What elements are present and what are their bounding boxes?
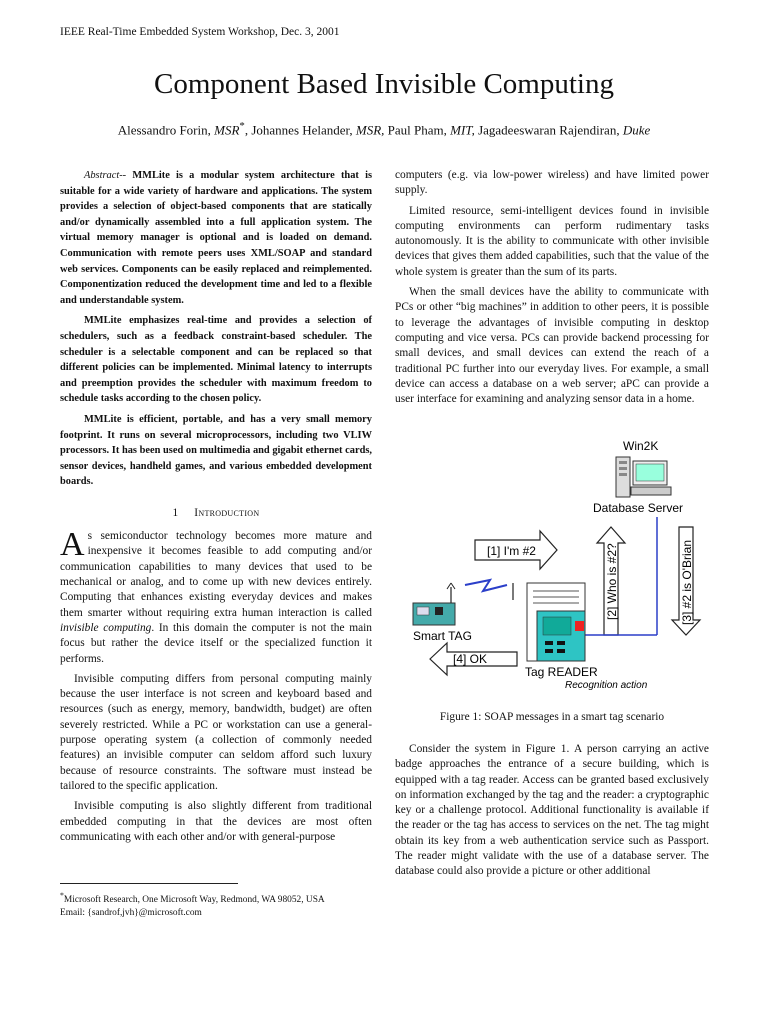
author-affiliation: MSR: [214, 122, 240, 138]
smart-tag-device: [413, 583, 455, 625]
message-arrow-1: [475, 531, 557, 569]
intro-paragraph: Invisible computing is also slightly different from traditional embedded computing in that the devices are most often communicating with each other and/or with general-purpose: [60, 800, 372, 843]
author-name: Alessandro Forin,: [117, 122, 211, 138]
footnote: [60, 889, 380, 920]
figure-soap-diagram: [395, 435, 709, 700]
recognition-action-label: Recognition action: [565, 680, 648, 691]
author-affiliation: MIT,: [450, 122, 475, 138]
message-1-label: [1] I'm #2: [487, 544, 536, 558]
body-paragraph: Limited resource, semi-intelligent devices found in invisible computing environments can perform rudimentary tasks autonomously. It is the ability to communicate with other invisible devices that gives them added capabilities, such that the value of the whole system is greater than the sum of its parts.: [395, 204, 709, 278]
running-header: IEEE Real-Time Embedded System Workshop, Dec. 3, 2001: [60, 26, 340, 38]
message-3-label: [3] #2 is O'Brian: [680, 540, 694, 625]
author-name: Jagadeeswaran Rajendiran,: [478, 122, 620, 138]
message-2-label: [2] Who is #2?: [605, 543, 619, 620]
section-number: 1: [172, 506, 179, 519]
intro-text: s semiconductor technology becomes more mature and inexpensive it becomes feasible to add computing and/or communication capabilities to many devices that used to be mechanical or analog, and to come up with new devices entirely. Computing that enhances existing everyday devices and makes them smarter without requiring extra human interaction is called: [60, 530, 372, 619]
footnote-divider: [60, 883, 238, 884]
body-paragraph: computers (e.g. via low-power wireless) and have limited power supply.: [395, 169, 709, 197]
body-paragraph: When the small devices have the ability to communicate with PCs or other “big machines” in addition to other peers, it is possible to leverage the advantages of invisible computing in desktop computing and vice versa. PCs can provide backend processing for small devices, and small devices can extend the reach of a traditional PC further into our everyday lives. For example, a small device can access a database on a web server; aPC can provide a user interface for examining and analyzing sensor data in a home.: [395, 286, 709, 406]
database-server-label: Database Server: [593, 501, 684, 515]
abstract: [60, 168, 372, 490]
section-title: Introduction: [194, 506, 260, 519]
emphasis-term: invisible computing: [60, 621, 152, 634]
footnote-affiliation: Microsoft Research, One Microsoft Way, Redmond, WA 98052, USA: [63, 895, 325, 906]
left-column: [60, 168, 372, 850]
intro-paragraph: Invisible computing differs from personal computing mainly because the user interface is not screen and keyboard based and resources (such as energy, memory, bandwidth, budget) are often severely restricted. While a PC or workstation can use a general-purpose operating system (a collection of commonly needed features) an invisible computer can seldom afford such luxury because of resource constraints. The software must instead be tailored to the specific application.: [60, 672, 372, 792]
body-paragraph: Consider the system in Figure 1. A person carrying an active badge approaches the entrance of a secure building, which is equipped with a tag reader. Access can be granted based exclusively on information exchanged by the tag and the reader: a cryptographic key or a challenge protocol. Additional functionality is available if the reader or the tag has access to services on the net. The tag might obtain its key from a web authentication service such as Passport. The reader might validate with the use of a database server. The database could also provide a picture or other additional: [395, 743, 709, 878]
author-list: Alessandro Forin, MSR*, Johannes Helander, MSR, Paul Pham, MIT, Jagadeeswaran Rajendiran, Duke: [117, 120, 651, 138]
author-affiliation: Duke: [622, 122, 651, 138]
drop-cap: A: [60, 526, 85, 564]
intro-paragraph: [60, 526, 372, 667]
section-heading: [60, 506, 372, 521]
right-column-continued: [395, 742, 709, 885]
footnote-mark: *: [60, 891, 64, 900]
win2k-label: Win2K: [623, 439, 659, 453]
footnote-email: Email: {sandrof,jvh}@microsoft.com: [60, 908, 202, 919]
abstract-label: Abstract--: [84, 170, 127, 181]
tag-reader-label: Tag READER: [525, 665, 598, 679]
message-arrow-2: [597, 527, 625, 635]
abstract-paragraph: [60, 168, 372, 308]
author-name: Paul Pham,: [387, 122, 447, 138]
tag-reader-device: [513, 583, 585, 661]
figure-caption: Figure 1: SOAP messages in a smart tag scenario: [439, 711, 665, 723]
abstract-text: MMLite is a modular system architecture that is suitable for a wide variety of hardware and applications. The system provides a selection of object-based components that are statically and/or dynamically assembled into a full application system. The virtual memory manager is optional and is loaded on demand. Communication with remote peers uses XML/SOAP and standard web services. Components can be easily replaced and reimplemented. Componentization reduced the development time and led to a flexible and understandable system.: [60, 170, 372, 306]
abstract-paragraph: MMLite emphasizes real-time and provides a selection of schedulers, such as a feedback constraint-based scheduler. The scheduler is a selectable component and can be replaced so that different policies can be implemented. Minimal latency to interrupts and preemption provides the scheduler with maximum freedom to schedule tasks according to the chosen policy.: [60, 315, 372, 405]
author-affiliation: MSR,: [355, 122, 385, 138]
paper-title: Component Based Invisible Computing: [154, 68, 614, 100]
message-arrow-4: [430, 643, 517, 675]
intro-text: . In this domain the computer is not the main focus but rather the device itself or the specialized function it performs.: [60, 621, 372, 665]
message-arrow-3: [672, 527, 700, 635]
author-name: Johannes Helander,: [251, 122, 353, 138]
abstract-paragraph: MMLite is efficient, portable, and has a very small memory footprint. It runs on several microprocessors, including two VLIW processors. It has been used on multimedia and gigabit ethernet cards, sensor devices, handheld games, and various embedded development boards.: [60, 413, 372, 488]
right-column: [395, 168, 709, 412]
wireless-link-icon: [465, 580, 507, 591]
footnote-mark: *: [239, 120, 245, 132]
message-4-label: [4] OK: [453, 652, 488, 666]
smart-tag-label: Smart TAG: [413, 629, 472, 643]
server-computer-icon: [616, 457, 671, 497]
footnote-line: [60, 889, 380, 907]
